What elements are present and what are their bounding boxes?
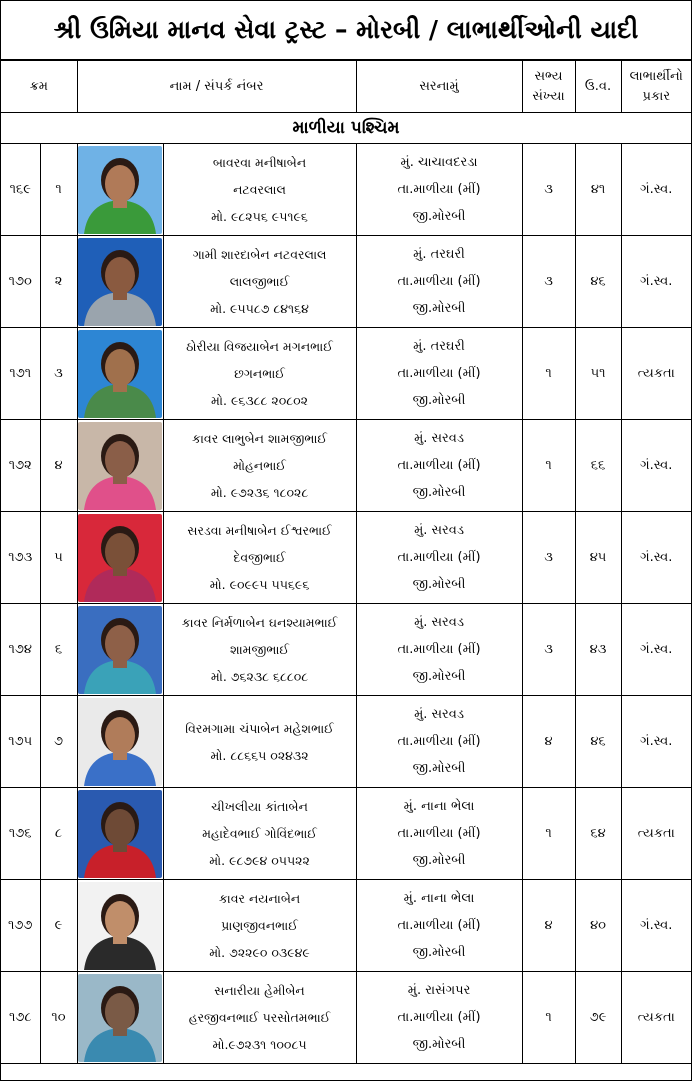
beneficiary-photo [78,698,162,786]
address-line: જી.મોરબી [412,761,466,776]
age: ૪૧ [575,144,621,236]
table-header-row [1,61,691,113]
beneficiary-type: ગં.સ્વ. [621,880,691,972]
phone-number: મો.૯૭૨૩૧ ૧૦૦૮૫ [212,1037,307,1052]
table-row [1,972,691,1064]
address-line: જી.મોરબી [412,393,466,408]
address-line: મું. તરઘરી [413,247,465,262]
photo-cell [77,972,163,1064]
beneficiary-type: ત્યકતા [621,972,691,1064]
address-line: તા.માળીયા (મીં) [397,182,481,197]
address-line: જી.મોરબી [412,301,466,316]
address-line: મું. સરવડ [414,523,464,538]
serial-number: ૧૭૨ [1,420,40,512]
address-cell [356,144,522,236]
name-contact-cell [163,420,356,512]
beneficiary-photo [78,514,162,602]
beneficiary-photo [78,790,162,878]
header-members-line2: સંખ્યા [532,88,565,104]
table-row [1,236,691,328]
address-cell [356,696,522,788]
address-line: જી.મોરબી [412,1037,466,1052]
index-number: ૫ [40,512,77,604]
name-line: લાલજીભાઈ [229,274,290,289]
serial-number: ૧૬૯ [1,144,40,236]
name-line: છગનભાઈ [234,366,285,381]
name-line: ગામી શારદાબેન નટવરલાલ [192,247,327,262]
photo-cell [77,604,163,696]
member-count: ૧ [522,788,575,880]
name-line: સનારીયા હેમીબેન [214,983,305,998]
photo-cell [77,512,163,604]
header-type-line2: પ્રકાર [642,88,671,104]
name-line: પ્રાણજીવનભાઈ [221,918,298,933]
name-line: ચીખલીયા કાંતાબેન [211,799,308,814]
age: ૬૬ [575,420,621,512]
header-age: ઉ.વ. [575,61,621,113]
header-type [621,61,691,113]
index-number: ૪ [40,420,77,512]
beneficiary-type: ગં.સ્વ. [621,144,691,236]
member-count: ૧ [522,972,575,1064]
address-line: મું. સરવડ [414,615,464,630]
name-line: નટવરલાલ [233,182,286,197]
photo-cell [77,788,163,880]
phone-number: મો. ૯૦૯૯૫ ૫૫૬૯૬ [209,577,310,592]
serial-number: ૧૭૮ [1,972,40,1064]
serial-number: ૧૭૩ [1,512,40,604]
beneficiary-photo [78,146,162,234]
header-sr: ક્રમ [1,61,77,113]
address-line: જી.મોરબી [412,945,466,960]
address-line: તા.માળીયા (મીં) [397,458,481,473]
table-row [1,420,691,512]
beneficiary-type: ત્યકતા [621,788,691,880]
member-count: ૧ [522,420,575,512]
address-line: જી.મોરબી [412,669,466,684]
phone-number: મો. ૯૭૨૩૬ ૧૮૦૨૮ [210,485,309,500]
member-count: ૩ [522,604,575,696]
serial-number: ૧૭૧ [1,328,40,420]
age: ૪૫ [575,512,621,604]
member-count: ૪ [522,880,575,972]
address-line: તા.માળીયા (મીં) [397,550,481,565]
age: ૫૧ [575,328,621,420]
name-line: શામજીભાઈ [229,642,290,657]
address-line: મું. ચાચાવદરડા [400,155,478,170]
beneficiary-photo [78,422,162,510]
address-line: મું. સરવડ [414,707,464,722]
serial-number: ૧૭૫ [1,696,40,788]
name-line: સરડવા મનીષાબેન ઈશ્વરભાઈ [187,523,332,538]
phone-number: મો. ૯૫૫૮૭ ૮૪૧૬૪ [210,301,309,316]
name-contact-cell [163,788,356,880]
member-count: ૩ [522,144,575,236]
address-line: મું. નાના ભેલા [403,799,475,814]
name-line: હરજીવનભાઈ પરસોતમભાઈ [188,1010,331,1025]
serial-number: ૧૭૬ [1,788,40,880]
index-number: ૯ [40,880,77,972]
table-row [1,880,691,972]
name-contact-cell [163,696,356,788]
beneficiary-type: ત્યકતા [621,328,691,420]
serial-number: ૧૭૪ [1,604,40,696]
address-line: જી.મોરબી [412,485,466,500]
serial-number: ૧૭૦ [1,236,40,328]
address-cell [356,420,522,512]
beneficiary-type: ગં.સ્વ. [621,696,691,788]
serial-number: ૧૭૭ [1,880,40,972]
phone-number: મો. ૭૨૨૯૦ ૦૩૯૪૯ [209,945,310,960]
table-row [1,144,691,236]
photo-cell [77,696,163,788]
phone-number: મો. ૯૮૨૫૬ ૯૫૧૯૬ [211,209,308,224]
address-line: મું. રાસંગપર [407,983,471,998]
name-contact-cell [163,328,356,420]
name-contact-cell [163,236,356,328]
name-line: કાવર નયનાબેન [218,891,301,906]
address-line: તા.માળીયા (મીં) [397,918,481,933]
age: ૬૪ [575,788,621,880]
table-row [1,696,691,788]
table-row [1,788,691,880]
beneficiary-type: ગં.સ્વ. [621,420,691,512]
beneficiary-type: ગં.સ્વ. [621,236,691,328]
header-name: નામ / સંપર્ક નંબર [77,61,356,113]
address-line: મું. તરઘરી [413,339,465,354]
phone-number: મો. ૭૬૨૩૮ ૬૮૮૦૮ [210,669,309,684]
table-row [1,512,691,604]
age: ૪૩ [575,604,621,696]
index-number: ૧૦ [40,972,77,1064]
header-type-line1: લાભાર્થીનો [629,68,683,84]
address-line: મું. સરવડ [414,431,464,446]
photo-cell [77,420,163,512]
header-address: સરનામું [356,61,522,113]
address-cell [356,788,522,880]
name-line: કાવર લાભુબેન શામજીભાઈ [192,431,328,446]
address-line: જી.મોરબી [412,853,466,868]
age: ૪૦ [575,880,621,972]
index-number: ૭ [40,696,77,788]
name-contact-cell [163,972,356,1064]
address-cell [356,604,522,696]
name-contact-cell [163,604,356,696]
table-row [1,328,691,420]
index-number: ૬ [40,604,77,696]
beneficiary-photo [78,974,162,1062]
member-count: ૩ [522,512,575,604]
beneficiary-type: ગં.સ્વ. [621,604,691,696]
name-line: વિરમગામા ચંપાબેન મહેશભાઈ [185,720,334,736]
photo-cell [77,880,163,972]
header-members-line1: સભ્ય [534,68,563,84]
name-contact-cell [163,144,356,236]
age: ૪૬ [575,696,621,788]
phone-number: મો. ૮૮૬૬૫ ૦૨૪૩૨ [210,747,309,763]
address-cell [356,328,522,420]
name-contact-cell [163,512,356,604]
index-number: ૮ [40,788,77,880]
phone-number: મો. ૯૬૩૮૮ ૨૦૮૦૨ [211,393,308,408]
beneficiary-table [1,60,691,1064]
age: ૪૬ [575,236,621,328]
beneficiary-photo [78,606,162,694]
photo-cell [77,144,163,236]
phone-number: મો. ૯૮૭૯૪ ૦૫૫૨૨ [209,853,310,868]
address-cell [356,236,522,328]
header-members [522,61,575,113]
member-count: ૩ [522,236,575,328]
index-number: ૨ [40,236,77,328]
member-count: ૪ [522,696,575,788]
address-line: તા.માળીયા (મીં) [397,826,481,841]
photo-cell [77,328,163,420]
name-line: કાવર નિર્મળાબેન ઘનશ્યામભાઈ [181,615,338,630]
address-line: જી.મોરબી [412,209,466,224]
address-line: તા.માળીયા (મીં) [397,274,481,289]
name-line: દેવજીભાઈ [233,550,286,565]
page-title: શ્રી ઉમિયા માનવ સેવા ટ્રસ્ટ – મોરબી / લાભાર્થીઓની યાદી [1,1,691,60]
address-line: તા.માળીયા (મીં) [397,1010,481,1025]
index-number: ૩ [40,328,77,420]
beneficiary-photo [78,882,162,970]
section-title: માળીયા પશ્ચિમ [1,113,691,144]
address-line: જી.મોરબી [412,577,466,592]
photo-cell [77,236,163,328]
address-cell [356,880,522,972]
address-cell [356,512,522,604]
beneficiary-photo [78,330,162,418]
address-line: મું. નાના ભેલા [403,891,475,906]
name-line: બાવરવા મનીષાબેન [212,155,307,170]
section-row [1,113,691,144]
name-line: મહાદેવભાઈ ગોવિંદભાઈ [202,826,317,841]
member-count: ૧ [522,328,575,420]
name-line: મોહનભાઈ [233,458,286,473]
address-line: તા.માળીયા (મીં) [397,734,481,749]
age: ૭૯ [575,972,621,1064]
beneficiary-photo [78,238,162,326]
index-number: ૧ [40,144,77,236]
address-line: તા.માળીયા (મીં) [397,642,481,657]
name-contact-cell [163,880,356,972]
table-row [1,604,691,696]
name-line: ઠોરીયા વિજયાબેન મગનભાઈ [186,339,333,354]
address-line: તા.માળીયા (મીં) [397,366,481,381]
beneficiary-type: ગં.સ્વ. [621,512,691,604]
address-cell [356,972,522,1064]
